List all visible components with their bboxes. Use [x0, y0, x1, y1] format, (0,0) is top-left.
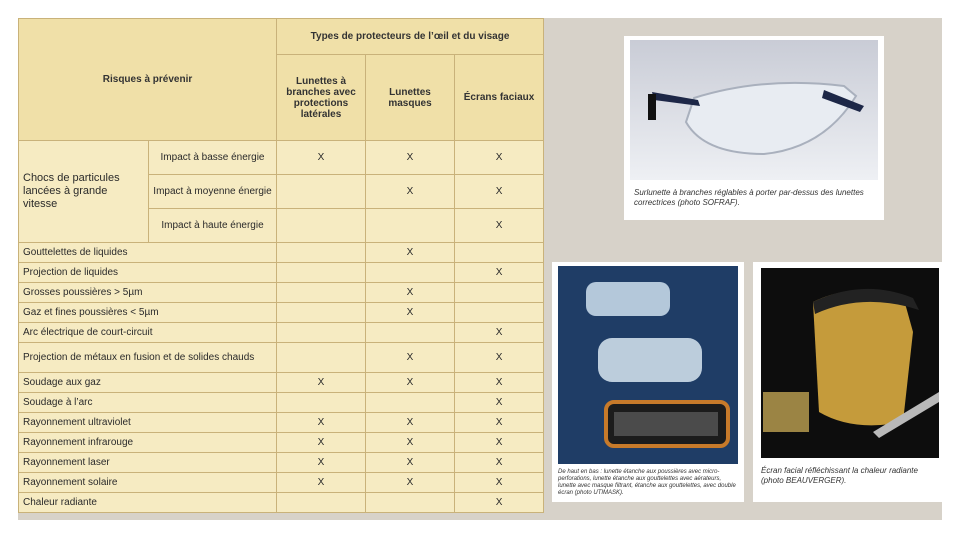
metal-block — [763, 392, 809, 432]
cell-mark: X — [366, 413, 455, 433]
cell-mark — [455, 303, 544, 323]
cell-mark: X — [455, 413, 544, 433]
risk-label: Gouttelettes de liquides — [19, 243, 277, 263]
cell-mark: X — [366, 343, 455, 373]
face-shield-image — [753, 262, 944, 460]
risk-label: Soudage aux gaz — [19, 373, 277, 393]
types-header: Types de protecteurs de l’œil et du visage — [277, 19, 544, 55]
table-row — [19, 303, 544, 323]
cell-mark — [277, 243, 366, 263]
cell-mark: X — [455, 323, 544, 343]
cell-mark: X — [455, 209, 544, 243]
risk-label: Chaleur radiante — [19, 493, 277, 513]
cell-mark — [277, 303, 366, 323]
cell-mark: X — [366, 453, 455, 473]
cell-mark — [455, 283, 544, 303]
cell-mark: X — [366, 373, 455, 393]
cell-mark: X — [455, 453, 544, 473]
goggles-image — [552, 262, 744, 467]
sub-risk-label: Impact à haute énergie — [149, 209, 277, 243]
caption-lunettes-masques: De haut en bas : lunette étanche aux poussières avec micro-perforations, lunette étanche aux gouttelettes avec aérateurs, lunette avec masque filtrant, étanche aux gouttelettes, avec double écran (photo UTIMASK). — [558, 469, 736, 496]
risk-label: Soudage à l’arc — [19, 393, 277, 413]
risk-label: Gaz et fines poussières < 5µm — [19, 303, 277, 323]
table-row — [19, 283, 544, 303]
cell-mark — [277, 323, 366, 343]
table-row — [19, 373, 544, 393]
cell-mark: X — [455, 493, 544, 513]
cell-mark: X — [277, 473, 366, 493]
table-row — [19, 323, 544, 343]
cell-mark — [277, 263, 366, 283]
col-ecrans-faciaux: Écrans faciaux — [455, 55, 544, 141]
temple-tip — [648, 94, 656, 120]
cell-mark: X — [455, 263, 544, 283]
risk-label: Rayonnement solaire — [19, 473, 277, 493]
cell-mark — [277, 283, 366, 303]
risks-header: Risques à prévenir — [19, 19, 277, 141]
cell-mark: X — [455, 343, 544, 373]
photo-ecran-facial — [753, 262, 944, 502]
cell-mark: X — [455, 433, 544, 453]
protection-table — [18, 18, 544, 513]
cell-mark: X — [366, 283, 455, 303]
sub-risk-label: Impact à basse énergie — [149, 141, 277, 175]
cell-mark — [366, 263, 455, 283]
surlunette-image — [624, 36, 884, 184]
cell-mark: X — [366, 303, 455, 323]
risk-label: Projection de métaux en fusion et de solides chauds — [19, 343, 277, 373]
cell-mark: X — [455, 141, 544, 175]
caption-ecran-facial: Écran facial réfléchissant la chaleur radiante (photo BEAUVERGER). — [761, 466, 918, 485]
table-row — [19, 473, 544, 493]
goggle-lens — [614, 412, 718, 436]
goggle-top — [586, 282, 670, 316]
table-row — [19, 413, 544, 433]
col-lunettes-branches: Lunettes à branches avec protections latérales — [277, 55, 366, 141]
caption-surlunette: Surlunette à branches réglables à porter par-dessus des lunettes correctrices (photo SOFRAF). — [634, 188, 864, 207]
risk-label: Rayonnement ultraviolet — [19, 413, 277, 433]
table-row — [19, 433, 544, 453]
risk-label: Arc électrique de court-circuit — [19, 323, 277, 343]
cell-mark — [366, 393, 455, 413]
col-lunettes-masques: Lunettes masques — [366, 55, 455, 141]
cell-mark: X — [277, 141, 366, 175]
cell-mark: X — [366, 243, 455, 263]
cell-mark — [366, 209, 455, 243]
cell-mark: X — [277, 413, 366, 433]
cell-mark: X — [455, 393, 544, 413]
cell-mark: X — [366, 141, 455, 175]
sub-risk-label: Impact à moyenne énergie — [149, 175, 277, 209]
risk-label: Rayonnement laser — [19, 453, 277, 473]
cell-mark — [277, 393, 366, 413]
cell-mark — [277, 493, 366, 513]
cell-mark: X — [277, 453, 366, 473]
cell-mark — [455, 243, 544, 263]
cell-mark: X — [366, 433, 455, 453]
group-label: Chocs de particules lancées à grande vitesse — [19, 141, 149, 243]
table-row — [19, 493, 544, 513]
cell-mark: X — [455, 473, 544, 493]
cell-mark — [277, 209, 366, 243]
gold-visor — [813, 290, 913, 425]
cell-mark — [277, 343, 366, 373]
risk-label: Grosses poussières > 5µm — [19, 283, 277, 303]
cell-mark: X — [277, 433, 366, 453]
risk-label: Projection de liquides — [19, 263, 277, 283]
cell-mark — [366, 323, 455, 343]
photo-surlunette — [624, 36, 884, 220]
cell-mark — [366, 493, 455, 513]
table-row — [19, 343, 544, 373]
table-row — [19, 263, 544, 283]
cell-mark: X — [366, 473, 455, 493]
simple-rows — [19, 243, 544, 513]
cell-mark: X — [366, 175, 455, 209]
table-row — [19, 393, 544, 413]
table-row — [19, 453, 544, 473]
goggle-middle — [598, 338, 702, 382]
cell-mark: X — [455, 175, 544, 209]
cell-mark — [277, 175, 366, 209]
photo-lunettes-masques — [552, 262, 744, 502]
cell-mark: X — [455, 373, 544, 393]
risk-label: Rayonnement infrarouge — [19, 433, 277, 453]
table-row — [19, 243, 544, 263]
cell-mark: X — [277, 373, 366, 393]
